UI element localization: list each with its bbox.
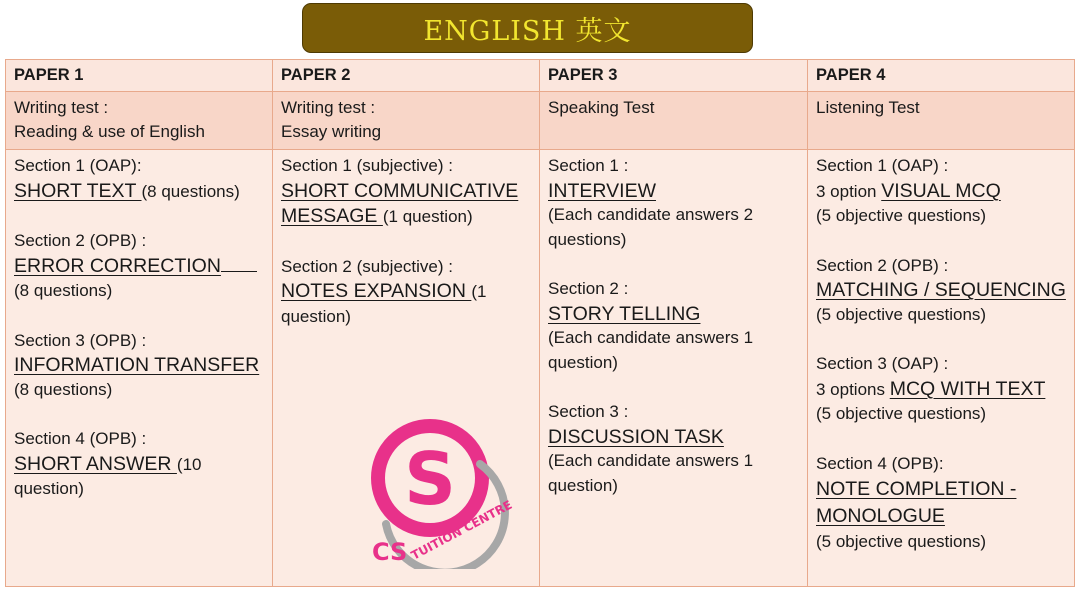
type-line: Speaking Test <box>548 98 655 117</box>
logo-s-letter: S <box>404 437 456 521</box>
section-heading: Section 4 (OPB) : <box>14 429 147 448</box>
section-heading: Section 4 (OPB): <box>816 453 944 473</box>
page-title: ENGLISH 英文 <box>423 15 632 47</box>
underline-gap <box>221 254 257 272</box>
paper-2-type <box>273 92 540 150</box>
section-note: (8 questions) <box>141 181 240 201</box>
section-heading: Section 3 : <box>548 402 629 421</box>
paper-1-type <box>6 92 273 150</box>
section-note: (Each candidate answers 1 question) <box>548 451 754 495</box>
section-heading: Section 3 (OAP) : <box>816 354 949 373</box>
section-item: DISCUSSION TASK <box>548 425 724 448</box>
type-line: Listening Test <box>816 98 920 117</box>
section-block <box>14 154 264 204</box>
section-item: SHORT TEXT <box>14 179 142 202</box>
section-block <box>281 255 531 330</box>
section-item: SHORT ANSWER <box>14 452 177 475</box>
section-item: SHORT COMMUNICATIVE MESSAGE <box>281 179 519 227</box>
paper-1-sections <box>6 150 273 587</box>
section-item: NOTES EXPANSION <box>281 280 472 302</box>
section-heading: Section 3 (OPB) : <box>14 330 147 350</box>
section-prefix: 3 options <box>816 379 890 399</box>
section-item: INFORMATION TRANSFER <box>14 354 260 376</box>
paper-1-header: PAPER 1 <box>6 60 273 92</box>
section-note: (8 questions) <box>14 379 113 399</box>
paper-2-header: PAPER 2 <box>273 60 540 92</box>
title-banner <box>302 3 753 53</box>
section-heading: Section 2 (OPB) : <box>816 255 949 275</box>
section-heading: Section 1 (OAP) : <box>816 156 949 175</box>
section-heading: Section 1 : <box>548 156 629 175</box>
type-line: Writing test : <box>14 98 109 117</box>
paper-4-header: PAPER 4 <box>808 60 1075 92</box>
section-block <box>548 400 799 498</box>
sections-row <box>6 150 1075 587</box>
section-block <box>14 329 264 403</box>
logo-tuition-centre: TUITION CENTRE <box>408 497 515 563</box>
section-note: (8 questions) <box>14 281 113 300</box>
section-block <box>816 352 1066 427</box>
section-item: MATCHING / SEQUENCING <box>816 279 1066 301</box>
section-block <box>14 427 264 502</box>
cs-tuition-centre-logo <box>362 414 522 569</box>
header-row <box>6 60 1075 92</box>
section-block <box>816 254 1066 328</box>
paper-4-type <box>808 92 1075 150</box>
paper-3-type <box>540 92 808 150</box>
section-heading: Section 2 : <box>548 279 629 298</box>
section-note: (5 objective questions) <box>816 304 987 324</box>
test-type-row <box>6 92 1075 150</box>
section-heading: Section 1 (subjective) : <box>281 156 453 175</box>
section-heading: Section 1 (OAP): <box>14 156 142 175</box>
section-note: (5 objective questions) <box>816 532 987 551</box>
section-note: (1 question) <box>281 282 487 326</box>
section-note: (Each candidate answers 1 question) <box>548 328 754 372</box>
paper-4-sections <box>808 150 1075 587</box>
section-item: ERROR CORRECTION <box>14 254 221 277</box>
section-item: VISUAL MCQ <box>881 179 1001 202</box>
section-block <box>14 229 264 304</box>
section-note: (5 objective questions) <box>816 404 987 423</box>
section-note: (Each candidate answers 2 questions) <box>548 205 754 249</box>
section-block <box>816 452 1066 555</box>
section-item: MCQ WITH TEXT <box>889 377 1046 400</box>
section-block <box>281 154 531 230</box>
section-block <box>548 277 799 375</box>
type-line: Essay writing <box>281 122 382 141</box>
section-item: NOTE COMPLETION - MONOLOGUE <box>816 478 1017 527</box>
logo-graphic <box>362 414 522 569</box>
section-note: (1 question) <box>382 207 473 226</box>
section-block <box>548 154 799 252</box>
paper-3-sections <box>540 150 808 587</box>
section-heading: Section 2 (subjective) : <box>281 256 453 276</box>
logo-brand: CS <box>372 538 408 566</box>
type-line: Writing test : <box>281 98 376 117</box>
section-item: INTERVIEW <box>548 179 656 202</box>
section-heading: Section 2 (OPB) : <box>14 231 147 250</box>
papers-table <box>5 59 1075 587</box>
section-item: STORY TELLING <box>548 302 701 325</box>
type-line: Reading & use of English <box>14 122 205 141</box>
paper-3-header: PAPER 3 <box>540 60 808 92</box>
section-note: (5 objective questions) <box>816 206 987 225</box>
section-prefix: 3 option <box>816 181 882 201</box>
section-note: (10 question) <box>14 454 202 498</box>
section-block <box>816 154 1066 229</box>
